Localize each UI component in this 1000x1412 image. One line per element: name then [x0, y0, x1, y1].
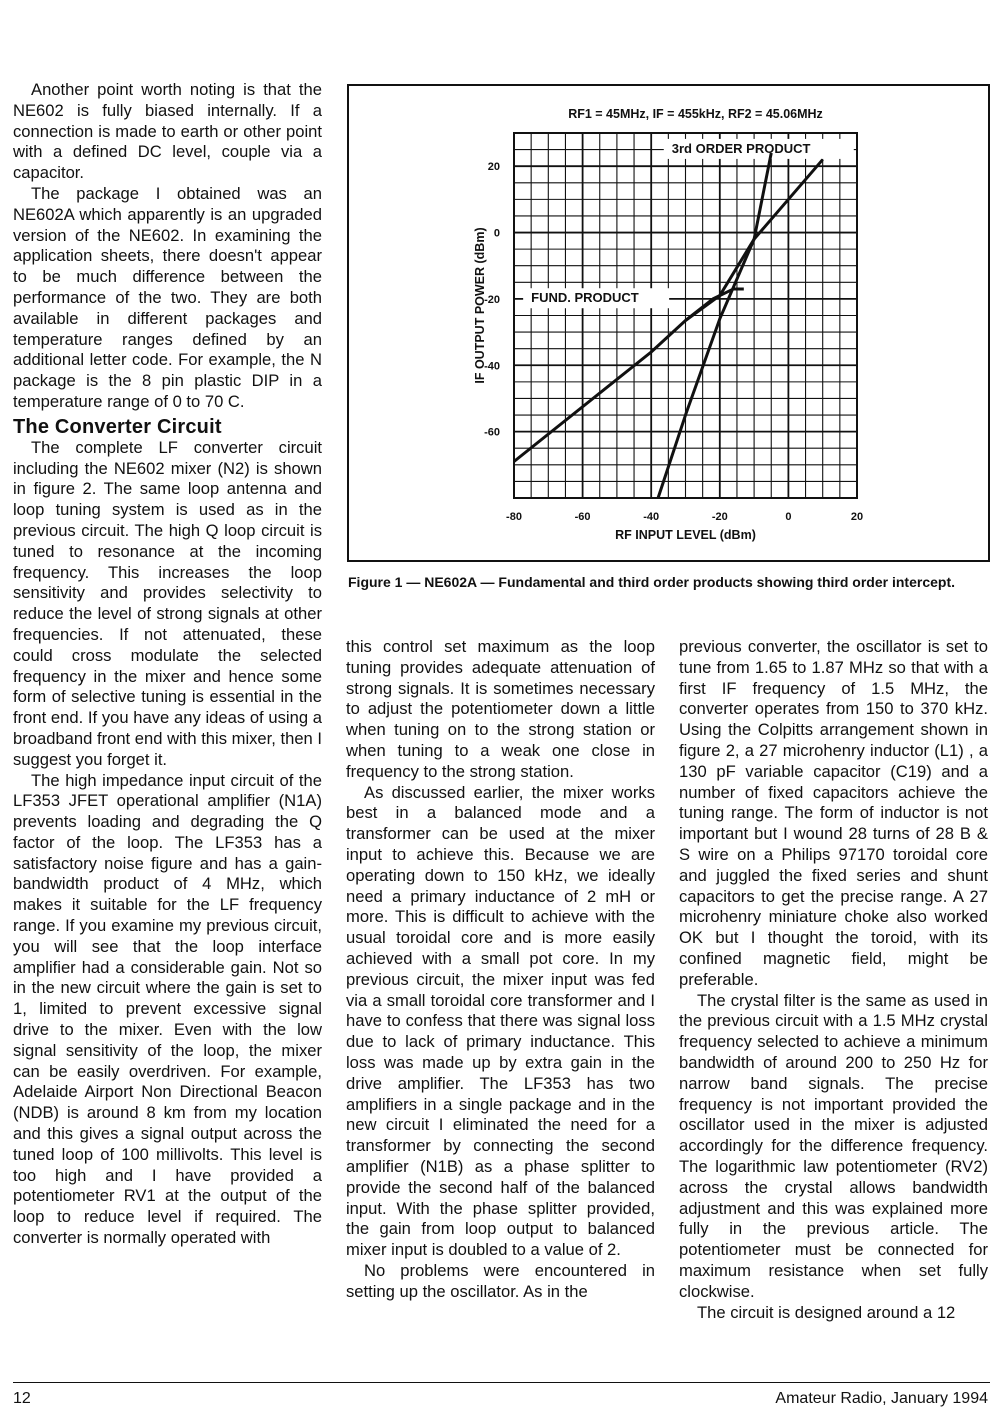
x-tick-label: -60	[574, 511, 591, 523]
paragraph: The package I obtained was an NE602A which apparently is an upgraded version of the NE602. In examining the application sheets, there doesn't appear to be much difference between the performance of the two. They are both available in different packages and temperature ranges defined by an additional letter code. For example, the N package is the 8 pin plastic DIP in a temperature range of 0 to 70 C.	[13, 183, 322, 411]
x-tick-label: 20	[850, 511, 864, 523]
article-column-3	[679, 637, 988, 1323]
figure-frame	[347, 84, 990, 562]
paragraph: this control set maximum as the loop tuning provides adequate attenuation of strong signals. It is sometimes necessary to adjust the potentiometer down a little when tuning on to the strong station or when tuning to a weak one close in frequency to the strong station.	[346, 637, 655, 781]
annotation-label: FUND. PRODUCT	[531, 290, 639, 306]
paragraph: The crystal filter is the same as used in the previous circuit with a 1.5 MHz crystal frequency selected to achieve a minimum bandwidth of around 200 to 250 Hz for narrow band signals. The precise frequency is not important provided the oscillator used in the mixer is adjusted accordingly for the difference frequency. The logarithmic law potentiometer (RV2) across the crystal allows bandwidth adjustment and this was explained more fully in the previous article. The potentiometer must be connected for maximum resistance when set fully clockwise.	[679, 990, 988, 1301]
x-tick-label: 0	[785, 511, 792, 523]
article-column-1	[13, 80, 322, 1249]
annotation-label: 3rd ORDER PRODUCT	[671, 140, 811, 156]
y-tick-label: -20	[484, 293, 500, 306]
chart-title: RF1 = 45MHz, IF = 455kHz, RF2 = 45.06MHz	[568, 107, 823, 121]
paragraph: The high impedance input circuit of the LF353 JFET operational amplifier (N1A) prevents loading and degrading the Q factor of the loop. The LF353 has a satisfactory noise figure and has a gain-bandwidth product of 4 MHz, which makes it suitable for the LF frequency range. If you examine my previous circuit, you will see that the loop interface amplifier had a considerable gain. Not so in the new circuit where the gain is set to 1, limited to prevent excessive signal drive to the mixer. Even with the low signal sensitivity of the loop, the mixer can be easily overdriven. For example, Adelaide Airport Non Directional Beacon (NDB) is around 8 km from my location and this gives a signal output across the tuned loop of 100 millivolts. This level is too high and I have provided a potentiometer RV1 at the output of the loop to reduce level if required. The converter is normally operated with	[13, 770, 322, 1248]
article-column-2	[346, 637, 655, 1303]
page-number: 12	[13, 1390, 31, 1407]
journal-footer: Amateur Radio, January 1994	[775, 1390, 988, 1407]
y-tick-label: 20	[487, 161, 500, 174]
y-tick-label: -60	[484, 426, 500, 439]
x-axis-label: RF INPUT LEVEL (dBm)	[615, 528, 756, 542]
x-tick-label: -80	[506, 511, 522, 523]
y-axis-label: IF OUTPUT POWER (dBm)	[473, 227, 487, 384]
x-tick-label: -40	[643, 511, 660, 523]
section-heading: The Converter Circuit	[13, 415, 222, 438]
y-tick-label: -40	[484, 360, 500, 373]
paragraph: previous converter, the oscillator is set to tune from 1.65 to 1.87 MHz so that with a first IF frequency of 1.5 MHz, the converter operates from 150 to 370 kHz. Using the Colpitts arrangement shown in figure 2, a 27 microhenry inductor (L1) , a 130 pF variable capacitor (C19) and a number of fixed capacitors achieve the tuning range. The form of inductor is not important but I wound 28 turns of 28 B & S wire on a Philips 97170 toroidal core and juggled the fixed series and shunt capacitors to get the precise range. A 27 microhenry miniature choke also worked OK but I thought the toroid, with its confined magnetic field, might be preferable.	[679, 637, 988, 989]
paragraph: The complete LF converter circuit including the NE602 mixer (N2) is shown in figure 2. The same loop antenna and loop tuning system is used as in the previous circuit. The high Q loop circuit is tuned to resonance at the incoming frequency. This increases the loop sensitivity and provides selectivity to reduce the level of strong signals at other frequencies. If not attenuated, these could cross modulate the selected frequency in the mixer and hence some form of selective tuning is essential in the front end. If you have any ideas of using a broadband front end with this mixer, then I suggest you forget it.	[13, 437, 323, 769]
x-tick-label: -20	[711, 511, 728, 523]
paragraph: As discussed earlier, the mixer works best in a balanced mode and a transformer can be used at the mixer input to achieve this. Because we are operating down to 150 kHz, we ideally need a primary inductance of 2 mH or more. This is difficult to achieve with the usual toroidal core and is more easily achieved with a small pot core. In my previous circuit, the mixer input was fed via a small toroidal core transformer and I have to confess that there was signal loss due to lack of primary inductance. This loss was made up by extra gain in the drive amplifier. The LF353 has two amplifiers in a single package and in the new circuit I eliminated the need for a transformer by connecting the second amplifier (N1B) as a phase splitter to provide the second half of the balanced input. With the phase splitter provided, the gain from loop output to balanced mixer input is doubled to a value of 2.	[346, 782, 655, 1260]
paragraph: The circuit is designed around a 12	[697, 1302, 956, 1322]
paragraph: No problems were encountered in setting up the oscillator. As in the	[346, 1260, 655, 1301]
y-tick-label: 0	[493, 227, 500, 240]
footer-rule	[13, 1382, 990, 1383]
figure-caption: Figure 1 — NE602A — Fundamental and third order products showing third order intercept.	[348, 574, 955, 590]
paragraph: Another point worth noting is that the NE602 is fully biased internally. If a connection is made to earth or other point with a defined DC level, couple via a capacitor.	[13, 80, 322, 183]
intercept-chart	[349, 86, 988, 560]
